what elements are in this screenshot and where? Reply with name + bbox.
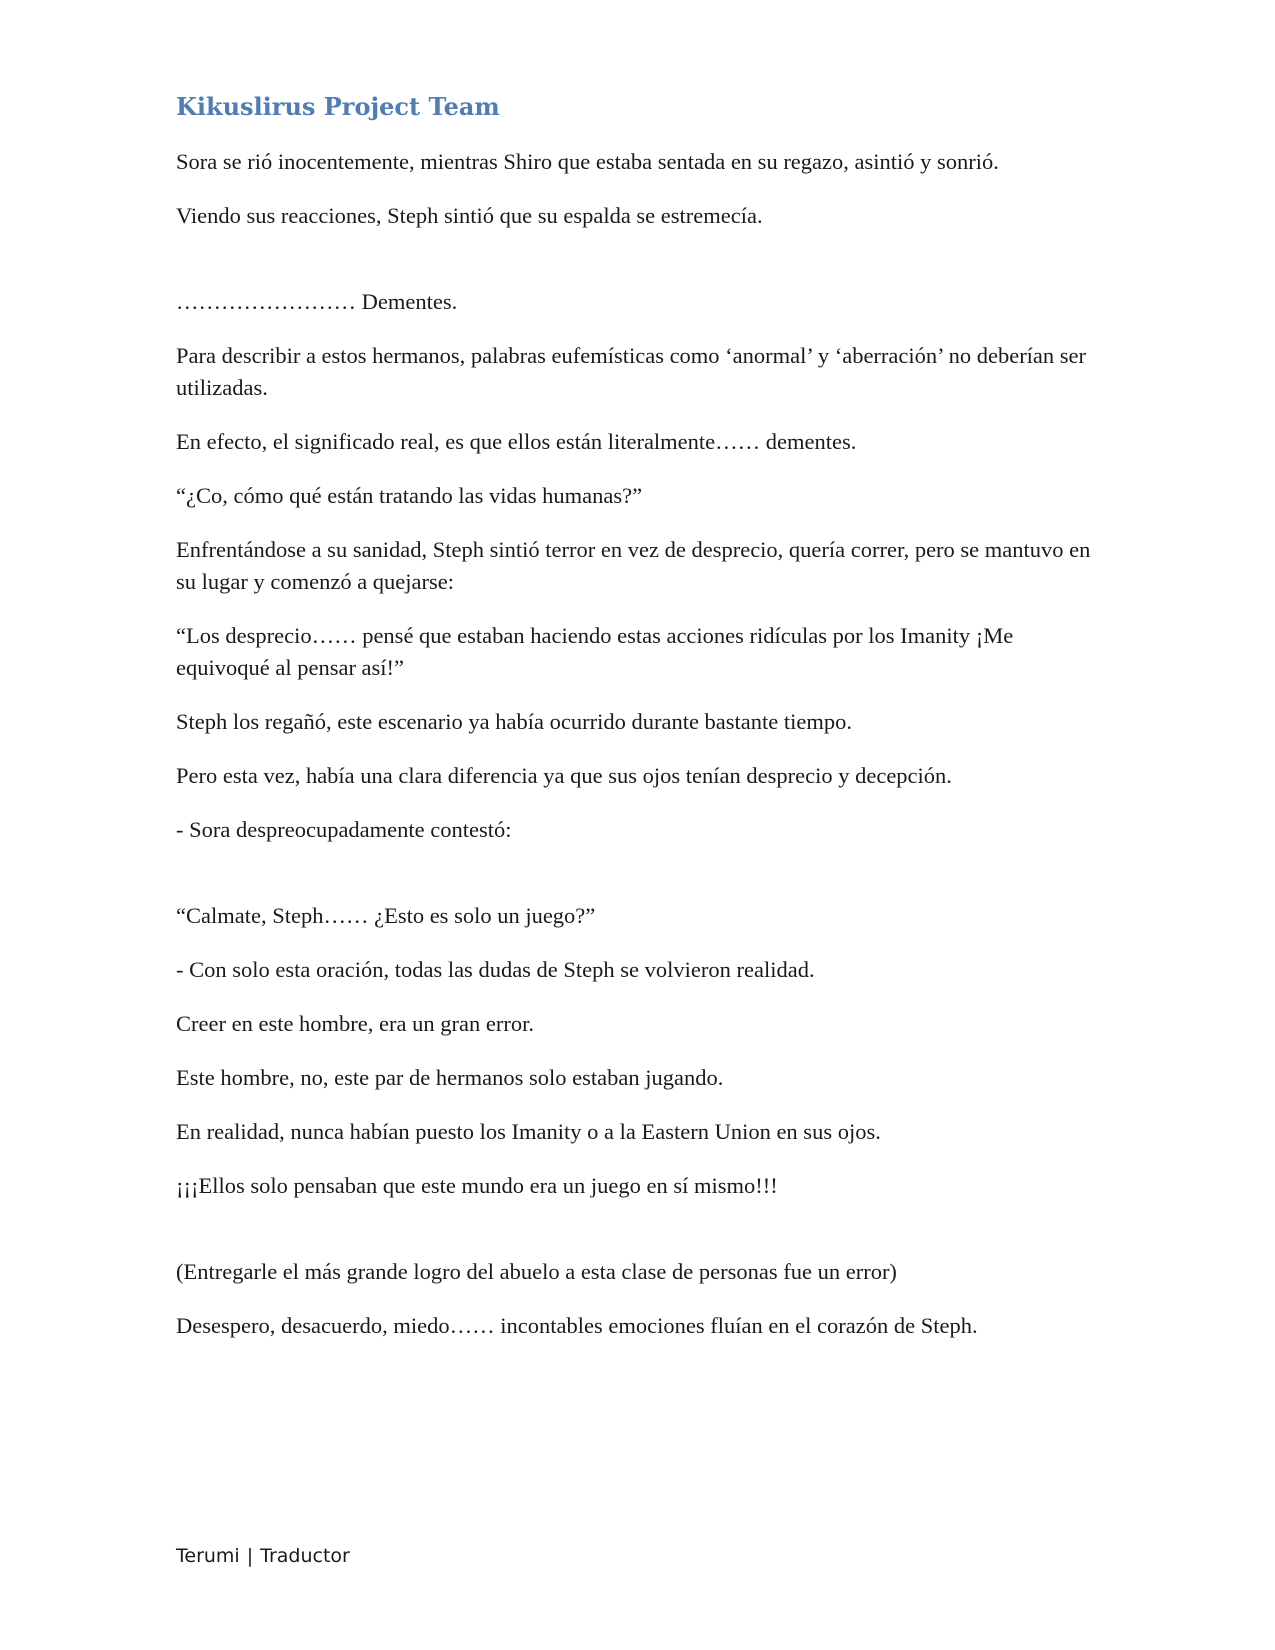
document-body xyxy=(176,146,1096,1364)
paragraph: Viendo sus reacciones, Steph sintió que su espalda se estremecía. xyxy=(176,203,763,228)
page-header-title: Kikuslirus Project Team xyxy=(176,92,500,121)
footer-role: Traductor xyxy=(260,1545,350,1567)
page-footer xyxy=(176,1545,350,1567)
paragraph: Steph los regañó, este escenario ya había ocurrido durante bastante tiempo. xyxy=(176,709,853,734)
paragraph: Creer en este hombre, era un gran error. xyxy=(176,1011,534,1036)
paragraph: Pero esta vez, había una clara diferencia ya que sus ojos tenían desprecio y decepción. xyxy=(176,763,952,788)
paragraph: “¿Co, cómo qué están tratando las vidas humanas?” xyxy=(176,483,643,508)
paragraph: (Entregarle el más grande logro del abuelo a esta clase de personas fue un error) xyxy=(176,1259,897,1284)
footer-translator-name: Terumi xyxy=(176,1545,240,1567)
paragraph: - Con solo esta oración, todas las dudas de Steph se volvieron realidad. xyxy=(176,957,815,982)
paragraph: Este hombre, no, este par de hermanos solo estaban jugando. xyxy=(176,1065,724,1090)
paragraph: Enfrentándose a su sanidad, Steph sintió terror en vez de desprecio, quería correr, pero se mantuvo en su lugar y comenzó a quejarse: xyxy=(176,537,1091,594)
paragraph: ¡¡¡Ellos solo pensaban que este mundo era un juego en sí mismo!!! xyxy=(176,1173,778,1198)
paragraph: Desespero, desacuerdo, miedo…… incontables emociones fluían en el corazón de Steph. xyxy=(176,1313,978,1338)
paragraph: En efecto, el significado real, es que ellos están literalmente…… dementes. xyxy=(176,429,857,454)
paragraph: Para describir a estos hermanos, palabras eufemísticas como ‘anormal’ y ‘aberración’ no deberían ser utilizadas. xyxy=(176,343,1087,400)
paragraph: …………………… Dementes. xyxy=(176,289,458,314)
paragraph: “Los desprecio…… pensé que estaban haciendo estas acciones ridículas por los Imanity ¡Me equivoqué al pensar así!” xyxy=(176,623,1014,680)
paragraph: En realidad, nunca habían puesto los Imanity o a la Eastern Union en sus ojos. xyxy=(176,1119,881,1144)
paragraph: “Calmate, Steph…… ¿Esto es solo un juego?” xyxy=(176,903,596,928)
paragraph: - Sora despreocupadamente contestó: xyxy=(176,817,512,842)
footer-separator: | xyxy=(246,1545,254,1567)
paragraph: Sora se rió inocentemente, mientras Shiro que estaba sentada en su regazo, asintió y sonrió. xyxy=(176,149,999,174)
